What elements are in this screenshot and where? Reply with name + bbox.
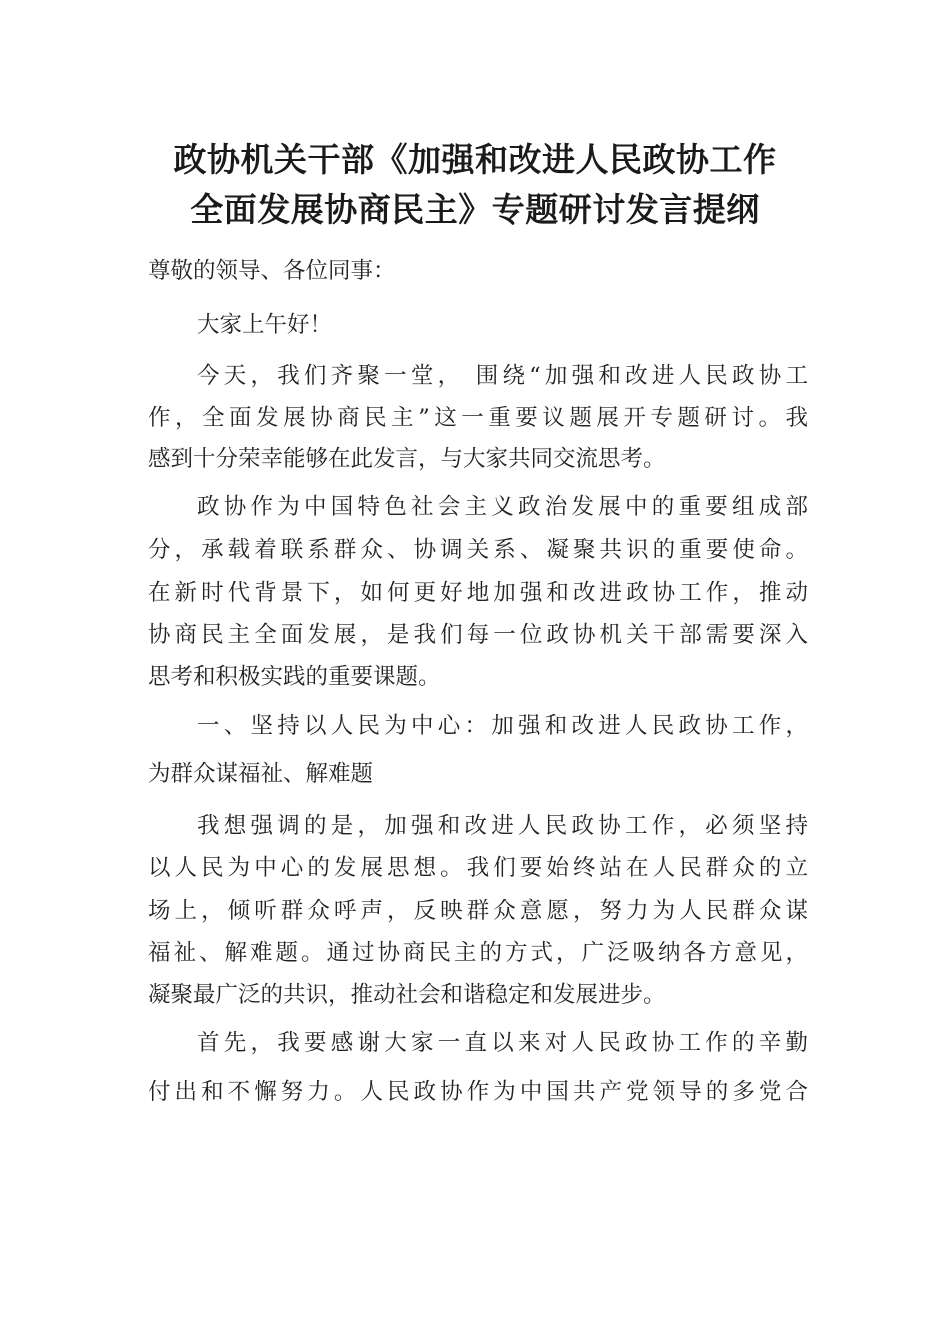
paragraph-3-line-2: 以人民为中心的发展思想。我们要始终站在人民群众的立 — [148, 855, 808, 881]
paragraph-3-line-5: 凝聚最广泛的共识，推动社会和谐稳定和发展进步。 — [148, 982, 666, 1008]
greeting: 大家上午好！ — [197, 312, 333, 338]
paragraph-3-line-3: 场上，倾听群众呼声，反映群众意愿，努力为人民群众谋 — [148, 898, 808, 924]
paragraph-2-line-5: 思考和积极实践的重要课题。 — [148, 664, 441, 690]
document-title-line-1: 政协机关干部《加强和改进人民政协工作 — [173, 140, 777, 179]
paragraph-1-line-1: 今天，我们齐聚一堂， 围绕“加强和改进人民政协工 — [197, 363, 808, 389]
salutation: 尊敬的领导、各位同事： — [148, 258, 396, 284]
paragraph-2-line-2: 分，承载着联系群众、协调关系、凝聚共识的重要使命。 — [148, 537, 808, 563]
paragraph-4-line-2: 付出和不懈努力。人民政协作为中国共产党领导的多党合 — [148, 1079, 808, 1105]
paragraph-2-line-1: 政协作为中国特色社会主义政治发展中的重要组成部 — [197, 494, 808, 520]
paragraph-2-line-3: 在新时代背景下，如何更好地加强和改进政协工作，推动 — [148, 580, 808, 606]
paragraph-3-line-4: 福祉、解难题。通过协商民主的方式，广泛吸纳各方意见， — [148, 940, 808, 966]
document-title-line-2: 全面发展协商民主》专题研讨发言提纲 — [190, 190, 760, 229]
paragraph-3-line-1: 我想强调的是，加强和改进人民政协工作，必须坚持 — [197, 813, 808, 839]
section-heading-line-1: 一、坚持以人民为中心：加强和改进人民政协工作， — [197, 713, 808, 739]
paragraph-1-line-2: 作，全面发展协商民主”这一重要议题展开专题研讨。我 — [148, 405, 808, 431]
paragraph-1-line-3: 感到十分荣幸能够在此发言，与大家共同交流思考。 — [148, 446, 666, 472]
paragraph-2-line-4: 协商民主全面发展，是我们每一位政协机关干部需要深入 — [148, 622, 808, 648]
paragraph-4-line-1: 首先，我要感谢大家一直以来对人民政协工作的辛勤 — [197, 1030, 808, 1056]
section-heading-line-2: 为群众谋福祉、解难题 — [148, 761, 374, 787]
